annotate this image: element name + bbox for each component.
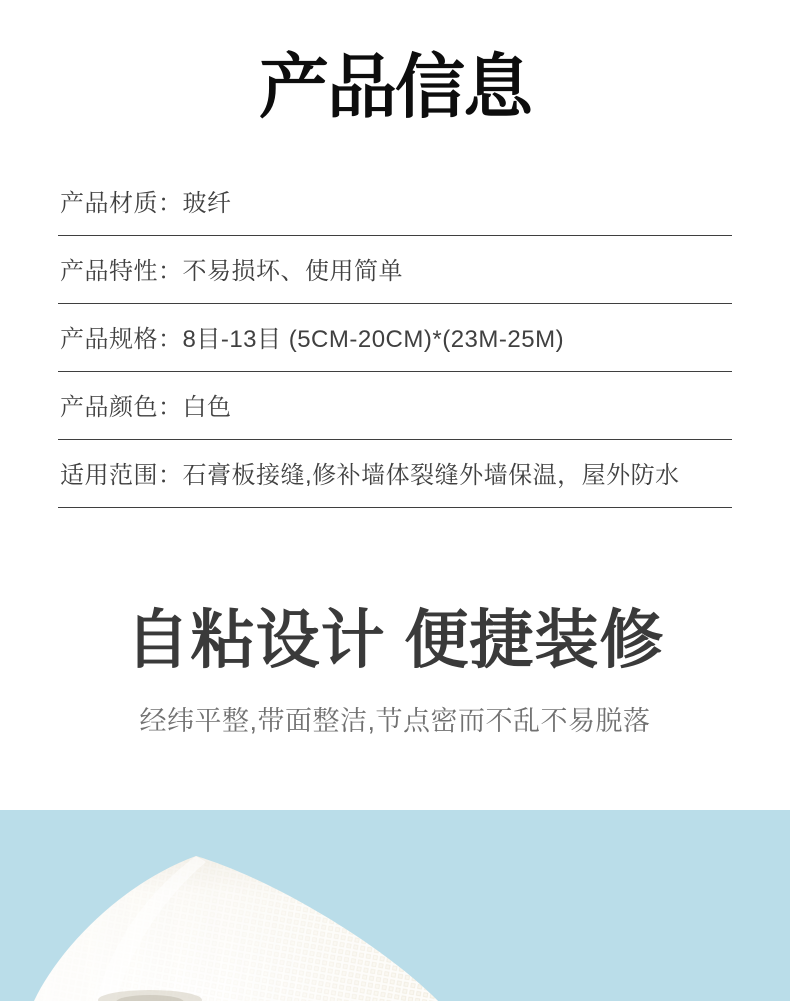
mesh-tape-roll-image [0,810,790,1001]
spec-row-features [58,236,732,304]
spec-value: 8目-13目 (5CM-20CM)*(23M-25M) [182,326,565,353]
spec-value: 不易损坏、使用简单 [182,258,403,285]
spec-label: 产品特性： [60,258,183,285]
feature-headline: 自粘设计 便捷装修 [125,604,665,676]
page-title: 产品信息 [259,48,531,126]
spec-value: 石膏板接缝,修补墙体裂缝外墙保温，屋外防水 [182,462,680,489]
spec-label: 产品材质： [60,190,183,217]
spec-label: 产品颜色： [60,394,183,421]
spec-value: 白色 [182,394,232,421]
spec-value: 玻纤 [182,190,232,217]
spec-label: 适用范围： [60,462,183,489]
spec-row-size [58,304,732,372]
spec-row-material [58,192,732,236]
feature-subline: 经纬平整,带面整洁,节点密而不乱不易脱落 [139,706,651,736]
spec-list [58,192,732,508]
spec-label: 产品规格： [60,326,183,353]
hero-photo-section [0,810,790,1001]
spec-row-color [58,372,732,440]
spec-row-scope [58,440,732,508]
